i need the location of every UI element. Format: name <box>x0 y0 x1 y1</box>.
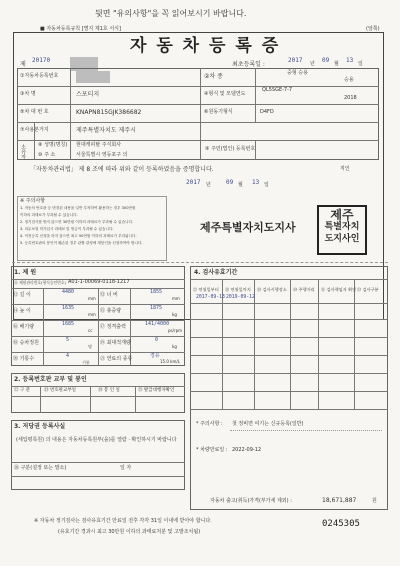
owner-name: 현대캐피탈 주식회사 <box>76 142 122 148</box>
document-title: 자 동 차 등 록 증 <box>130 36 281 56</box>
inspection-col-header: ㉜ 검사구분 <box>357 287 379 292</box>
spec-label: ⑬ 너 비 <box>100 292 118 298</box>
spec-label: ⑫ 길 이 <box>13 292 31 298</box>
caution-title: ※ 주의사항 <box>20 198 46 204</box>
spec-unit: mm <box>88 312 96 317</box>
spec-label: ⑳ 기통수 <box>13 356 35 362</box>
vehicle-name: 스포티지 <box>76 91 100 98</box>
engine-type-label: ⑥원동기형식 <box>204 109 233 115</box>
seal-mark-label: 직인 <box>340 166 350 172</box>
expiry-label: * 차량만료일 : <box>196 447 228 453</box>
footer-penalty: (유효기간 경과시 최고 30만원 이하의 과태료처분 및 고발조치됨) <box>58 529 201 535</box>
mortgage-title: 3. 저당권 등록사실 <box>14 423 66 430</box>
issue-year: 2017 <box>186 179 201 186</box>
plate-col-header: ㉒ 구 분 <box>14 388 31 393</box>
footer-notice: ※ 자동차 정기검사는 검사유효기간 만료일 전후 각각 31일 이내에 받아야 합니다. <box>34 518 212 524</box>
model-year-label: ④형식 및 모델연도 <box>204 91 246 97</box>
spec-gross-weight: 1875 <box>150 305 163 311</box>
inspection-col-header: ㉙ 검사시행장소 <box>257 287 287 292</box>
spec-id-label: ⑪ 제원관리번호(형식승인번호) <box>14 280 66 285</box>
row-3-label: ⑤차 대 번 호 <box>20 109 49 115</box>
spec-label: ⑭ 높 이 <box>13 308 31 314</box>
plate-issue-title: 2. 등록번호판 교부 및 봉인 <box>14 376 87 383</box>
inspection-to-date: 2019-09-12 <box>226 295 255 300</box>
spec-displacement: 1685 <box>62 321 75 327</box>
spec-unit: kg <box>172 344 177 349</box>
spec-seats: 5 <box>66 337 70 343</box>
issue-year-unit: 년 <box>206 182 211 188</box>
spec-unit: mm <box>88 296 96 301</box>
spec-unit: mm <box>172 296 180 301</box>
inspection-col-header: ㉛ 검사책임자 확인 <box>321 287 357 292</box>
vehicle-use: 승용 <box>344 77 354 83</box>
price-label: 자동차 출고(취득)가격(부가세 제외) : <box>210 498 292 504</box>
owner-side-label: 소유자 <box>20 144 26 159</box>
specs-title: 1. 제 원 <box>14 269 37 276</box>
spec-height: 1635 <box>62 305 75 311</box>
first-registration-year: 2017 <box>288 57 303 64</box>
first-registration-month: 09 <box>322 57 330 64</box>
spec-label: ⑮ 총중량 <box>100 308 122 314</box>
spec-fuel: 경유 <box>150 353 160 359</box>
caution-line: 4. 이전등록 신청을 하지 않으면 최고 50만원 이하의 과태료가 부과됩니다. <box>20 234 137 238</box>
issue-month-unit: 월 <box>238 182 243 188</box>
official-seal <box>317 205 367 255</box>
remark-value: 첫 정비면 여기는 신규등록(일반) <box>232 421 304 427</box>
expiry-value: 2022-09-12 <box>232 447 262 453</box>
first-registration-day: 13 <box>346 57 354 64</box>
owner-address: 서울특별시 영등포구 의 <box>76 152 128 158</box>
spec-unit: cc <box>88 328 93 333</box>
seal-line: 도지사인 <box>324 234 360 244</box>
form-reference: ■ 자동차등록규칙 [별지 제1호 서식] <box>40 26 121 32</box>
vehicle-type-label: ②차 종 <box>204 73 223 80</box>
spec-label: ⑲ 최대적재량 <box>100 340 131 346</box>
handwritten-number: 0245305 <box>322 519 360 529</box>
cert-no-label: 제 <box>20 61 26 68</box>
cert-no-value: 20170 <box>32 57 51 64</box>
issuing-authority: 제주특별자치도지사 <box>200 221 296 234</box>
spec-label: ㉑ 연료의 종류 <box>100 356 133 362</box>
plate-col-header: ㉔ 봉 인 일 <box>98 388 120 393</box>
spec-length: 4480 <box>62 289 75 295</box>
seal-line: 제주 <box>330 208 354 222</box>
redacted-plate-number <box>76 71 110 83</box>
plate-col-header: ㉓ 번호판교부일 <box>44 388 77 393</box>
seal-line: 특별자치 <box>324 222 360 232</box>
row-2-label: ③차 명 <box>20 91 36 97</box>
inspection-col-header: ㉗ 연월일부터 <box>193 287 219 292</box>
spec-unit: 명 <box>88 344 92 349</box>
spec-label: ⑯ 배기량 <box>13 324 35 330</box>
spec-cylinders: 4 <box>66 353 70 359</box>
mortgage-box <box>11 420 185 490</box>
spec-max-load: 0 <box>155 337 159 343</box>
inspection-col-header: ㉚ 주행거리 <box>293 287 315 292</box>
inspection-title: 4. 검사유효기간 <box>194 269 238 276</box>
base-location: 제주특별자치도 제주시 <box>76 127 136 134</box>
spec-width: 1855 <box>150 289 163 295</box>
month-unit: 월 <box>334 61 339 67</box>
spec-id-value: A01-1-00069-0118-1217 <box>68 279 130 285</box>
model-code: QL5SGE-7-7 <box>262 87 293 93</box>
price-unit: 원 <box>372 498 377 504</box>
statement: 「자동차관리법」 제 8 조에 따라 위와 같이 등록하였음을 증명합니다. <box>30 166 214 173</box>
vehicle-info-table <box>17 68 379 160</box>
front-side-label: (앞쪽) <box>366 26 380 32</box>
spec-unit: kg <box>172 312 177 317</box>
first-registration-label: 최초등록일 : <box>232 61 265 68</box>
caution-line: 1. 자동차 번호판 등 변경된 내용을 일반 부착하여 활용하는 경우 300만원 <box>20 206 136 210</box>
spec-label: ⑰ 정격출력 <box>100 324 126 330</box>
mortgage-date-label: 일 자 <box>120 465 132 471</box>
caution-line: 3. 의무보험 미가입시 과태료 및 벌금이 부과될 수 있습니다. <box>20 227 114 231</box>
owner-id-label: ⑨ 주민(법인) 등록번호 <box>205 146 256 152</box>
caution-line: 5. 등록번호판의 봉인이 훼손된 경우 관할 관청에 재봉인을 신청하여야 합니다. <box>20 241 143 245</box>
vin: KNAPN815GJK386682 <box>76 109 142 116</box>
engine-type: D4FD <box>260 109 274 115</box>
row-1-label: ①자동차등록번호 <box>20 73 59 79</box>
caution-line: 이하의 과태료가 부과될 수 있습니다. <box>20 213 78 217</box>
owner-name-label: ⑧ 성명(명칭) <box>38 142 68 148</box>
plate-col-header: ㉕ 발급대행자확인 <box>138 388 175 393</box>
day-unit: 일 <box>358 61 363 67</box>
vehicle-type-value: 중형 승용 <box>287 70 308 76</box>
year-unit: 년 <box>310 61 315 67</box>
owner-address-label: ⑩ 주 소 <box>38 152 56 158</box>
rear-notice: 뒷면 "유의사항"을 꼭 읽어보시기 바랍니다. <box>95 9 247 18</box>
price-value: 18,671,887 <box>322 497 357 504</box>
inspection-col-header: ㉘ 연월일까지 <box>225 287 251 292</box>
spec-label: ⑱ 승차정원 <box>13 340 39 346</box>
inspection-from-date: 2017-09-13 <box>196 295 225 300</box>
caution-line: 2. 정기검사를 받지 않으면 30만원 이하의 과태료가 부과될 수 있습니다. <box>20 220 134 224</box>
row-4-label: ⑦사용본거지 <box>20 127 49 133</box>
issue-month: 09 <box>226 179 234 186</box>
perforation-line <box>12 262 388 263</box>
issue-day: 13 <box>252 179 260 186</box>
mortgage-text: (세입평록원) 의 내용은 자동차등록원부(을)를 열람 · 확인하시기 바랍니다 <box>16 437 177 443</box>
mortgage-type-label: ㉖ 구분(설정 또는 말소) <box>14 465 67 471</box>
issue-day-unit: 일 <box>264 182 269 188</box>
spec-unit: 기통 <box>82 360 90 365</box>
spec-efficiency: 15.0 km/L <box>160 359 180 364</box>
model-year: 2018 <box>344 95 357 101</box>
remark-label: * 주의사항 : <box>196 421 223 427</box>
spec-unit: ps/rpm <box>168 328 183 333</box>
spec-rated-output: 141/4000 <box>145 321 170 327</box>
